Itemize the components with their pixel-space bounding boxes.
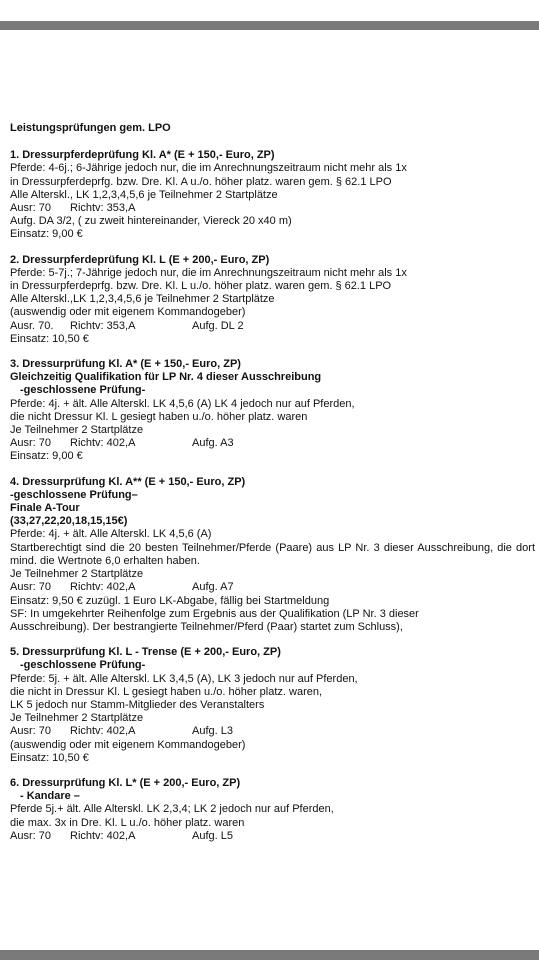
section-line: die max. 3x in Dre. Kl. L u./o. höher platz. waren: [10, 816, 245, 829]
section-subtitle: -geschlossene Prüfung-: [20, 659, 146, 672]
section-line: Je Teilnehmer 2 Startplätze: [10, 568, 144, 581]
top-bar: [0, 21, 539, 30]
aufg-value: Aufg. L5: [192, 829, 233, 842]
section-subtitle: Gleichzeitig Qualifikation für LP Nr. 4 dieser Ausschreibung: [10, 371, 322, 384]
section-title: 3. Dressurprüfung Kl. A* (E + 150,- Euro, ZP): [10, 358, 241, 371]
richtv-value: Richtv: 353,A: [70, 202, 136, 215]
einsatz-line: Einsatz: 10,50 €: [10, 332, 89, 345]
richtv-value: Richtv: 353,A: [70, 319, 136, 332]
section-line: Aufg. DA 3/2, ( zu zweit hintereinander, Viereck 20 x40 m): [10, 215, 292, 228]
einsatz-line: Einsatz: 9,50 € zuzügl. 1 Euro LK-Abgabe, fällig bei Startmeldung: [10, 594, 330, 607]
ausr-richtv-row: [10, 437, 535, 450]
ausr-value: Ausr: 70: [10, 202, 51, 215]
richtv-value: Richtv: 402,A: [70, 725, 136, 738]
section-subtitle: -geschlossene Prüfung-: [20, 384, 146, 397]
section-line: Pferde: 4j. + ält. Alle Alterskl. LK 4,5,6 (A) LK 4 jedoch nur auf Pferden,: [10, 397, 355, 410]
section-2: [10, 254, 535, 346]
richtv-value: Richtv: 402,A: [70, 437, 136, 450]
section-subtitle: (33,27,22,20,18,15,15€): [10, 515, 128, 528]
section-3: [10, 358, 535, 464]
richtv-value: Richtv: 402,A: [70, 829, 136, 842]
einsatz-line: Einsatz: 10,50 €: [10, 751, 89, 764]
section-1: [10, 149, 535, 241]
aufg-value: Aufg. A3: [192, 437, 234, 450]
section-line: Pferde: 5j. + ält. Alle Alterskl. LK 3,4,5 (A), LK 3 jedoch nur auf Pferden,: [10, 672, 358, 685]
ausr-value: Ausr: 70: [10, 725, 51, 738]
document-title: Leistungsprüfungen gem. LPO: [10, 122, 171, 134]
section-line: in Dressurpferdeprfg. bzw. Dre. Kl. L u./o. höher platz. waren gem. § 62.1 LPO: [10, 280, 392, 293]
section-line: Ausschreibung). Der bestrangierte Teilnehmer/Pferd (Paar) startet zum Schluss),: [10, 620, 403, 633]
ausr-value: Ausr: 70: [10, 437, 51, 450]
section-line: Pferde: 4-6j.; 6-Jährige jedoch nur, die im Anrechnungszeitraum nicht mehr als 1x: [10, 162, 407, 175]
ausr-richtv-row: [10, 830, 535, 843]
section-subtitle: Finale A-Tour: [10, 502, 80, 515]
einsatz-line: Einsatz: 9,00 €: [10, 450, 83, 463]
aufg-value: Aufg. A7: [192, 581, 234, 594]
section-subtitle: - Kandare –: [20, 790, 80, 803]
section-line: Alle Alterskl.,LK 1,2,3,4,5,6 je Teilnehmer 2 Startplätze: [10, 293, 275, 306]
section-line: Alle Alterskl., LK 1,2,3,4,5,6 je Teilnehmer 2 Startplätze: [10, 188, 278, 201]
aufg-value: Aufg. L3: [192, 725, 233, 738]
section-title: 4. Dressurprüfung Kl. A** (E + 150,- Euro, ZP): [10, 475, 246, 488]
ausr-richtv-row: [10, 581, 535, 594]
bottom-bar: [0, 950, 539, 960]
section-line: (auswendig oder mit eigenem Kommandogeber): [10, 306, 246, 319]
section-subtitle: -geschlossene Prüfung–: [10, 488, 138, 501]
section-paragraph: Startberechtigt sind die 20 besten Teilnehmer/Pferde (Paare) aus LP Nr. 3 dieser Ausschreibung, die dort mind. die Wertnote 6,0 erhalten haben.: [10, 541, 535, 567]
section-line: Pferde: 4j. + ält. Alle Alterskl. LK 4,5,6 (A): [10, 528, 212, 541]
section-4: [10, 476, 535, 634]
aufg-value: Aufg. DL 2: [192, 319, 244, 332]
section-line: LK 5 jedoch nur Stamm-Mitglieder des Veranstalters: [10, 698, 265, 711]
ausr-value: Ausr: 70: [10, 829, 51, 842]
ausr-value: Ausr: 70: [10, 581, 51, 594]
section-title: 5. Dressurprüfung Kl. L - Trense (E + 200,- Euro, ZP): [10, 646, 281, 659]
section-5: [10, 646, 535, 765]
section-title: 2. Dressurpferdeprüfung Kl. L (E + 200,- Euro, ZP): [10, 253, 270, 266]
einsatz-line: Einsatz: 9,00 €: [10, 228, 83, 241]
section-line: die nicht Dressur Kl. L gesiegt haben u./o. höher platz. waren: [10, 410, 308, 423]
section-line: (auswendig oder mit eigenem Kommandogeber): [10, 738, 246, 751]
section-line: die nicht in Dressur Kl. L gesiegt haben u./o. höher platz. waren,: [10, 685, 323, 698]
ausr-value: Ausr. 70.: [10, 319, 54, 332]
section-line: Je Teilnehmer 2 Startplätze: [10, 712, 144, 725]
section-line: Pferde: 5-7j.; 7-Jährige jedoch nur, die im Anrechnungszeitraum nicht mehr als 1x: [10, 266, 407, 279]
section-line: SF: In umgekehrter Reihenfolge zum Ergebnis aus der Qualifikation (LP Nr. 3 dieser: [10, 607, 419, 620]
document-page: [10, 122, 535, 855]
section-line: Pferde 5j.+ ält. Alle Alterskl. LK 2,3,4; LK 2 jedoch nur auf Pferden,: [10, 803, 334, 816]
section-6: [10, 777, 535, 843]
ausr-richtv-row: [10, 320, 535, 333]
richtv-value: Richtv: 402,A: [70, 581, 136, 594]
section-title: 6. Dressurprüfung Kl. L* (E + 200,- Euro, ZP): [10, 776, 241, 789]
section-line: in Dressurpferdeprfg. bzw. Dre. Kl. A u./o. höher platz. waren gem. § 62.1 LPO: [10, 175, 392, 188]
section-line: Je Teilnehmer 2 Startplätze: [10, 424, 144, 437]
ausr-richtv-row: [10, 725, 535, 738]
section-title: 1. Dressurpferdeprüfung Kl. A* (E + 150,- Euro, ZP): [10, 149, 275, 162]
ausr-richtv-row: [10, 202, 535, 215]
